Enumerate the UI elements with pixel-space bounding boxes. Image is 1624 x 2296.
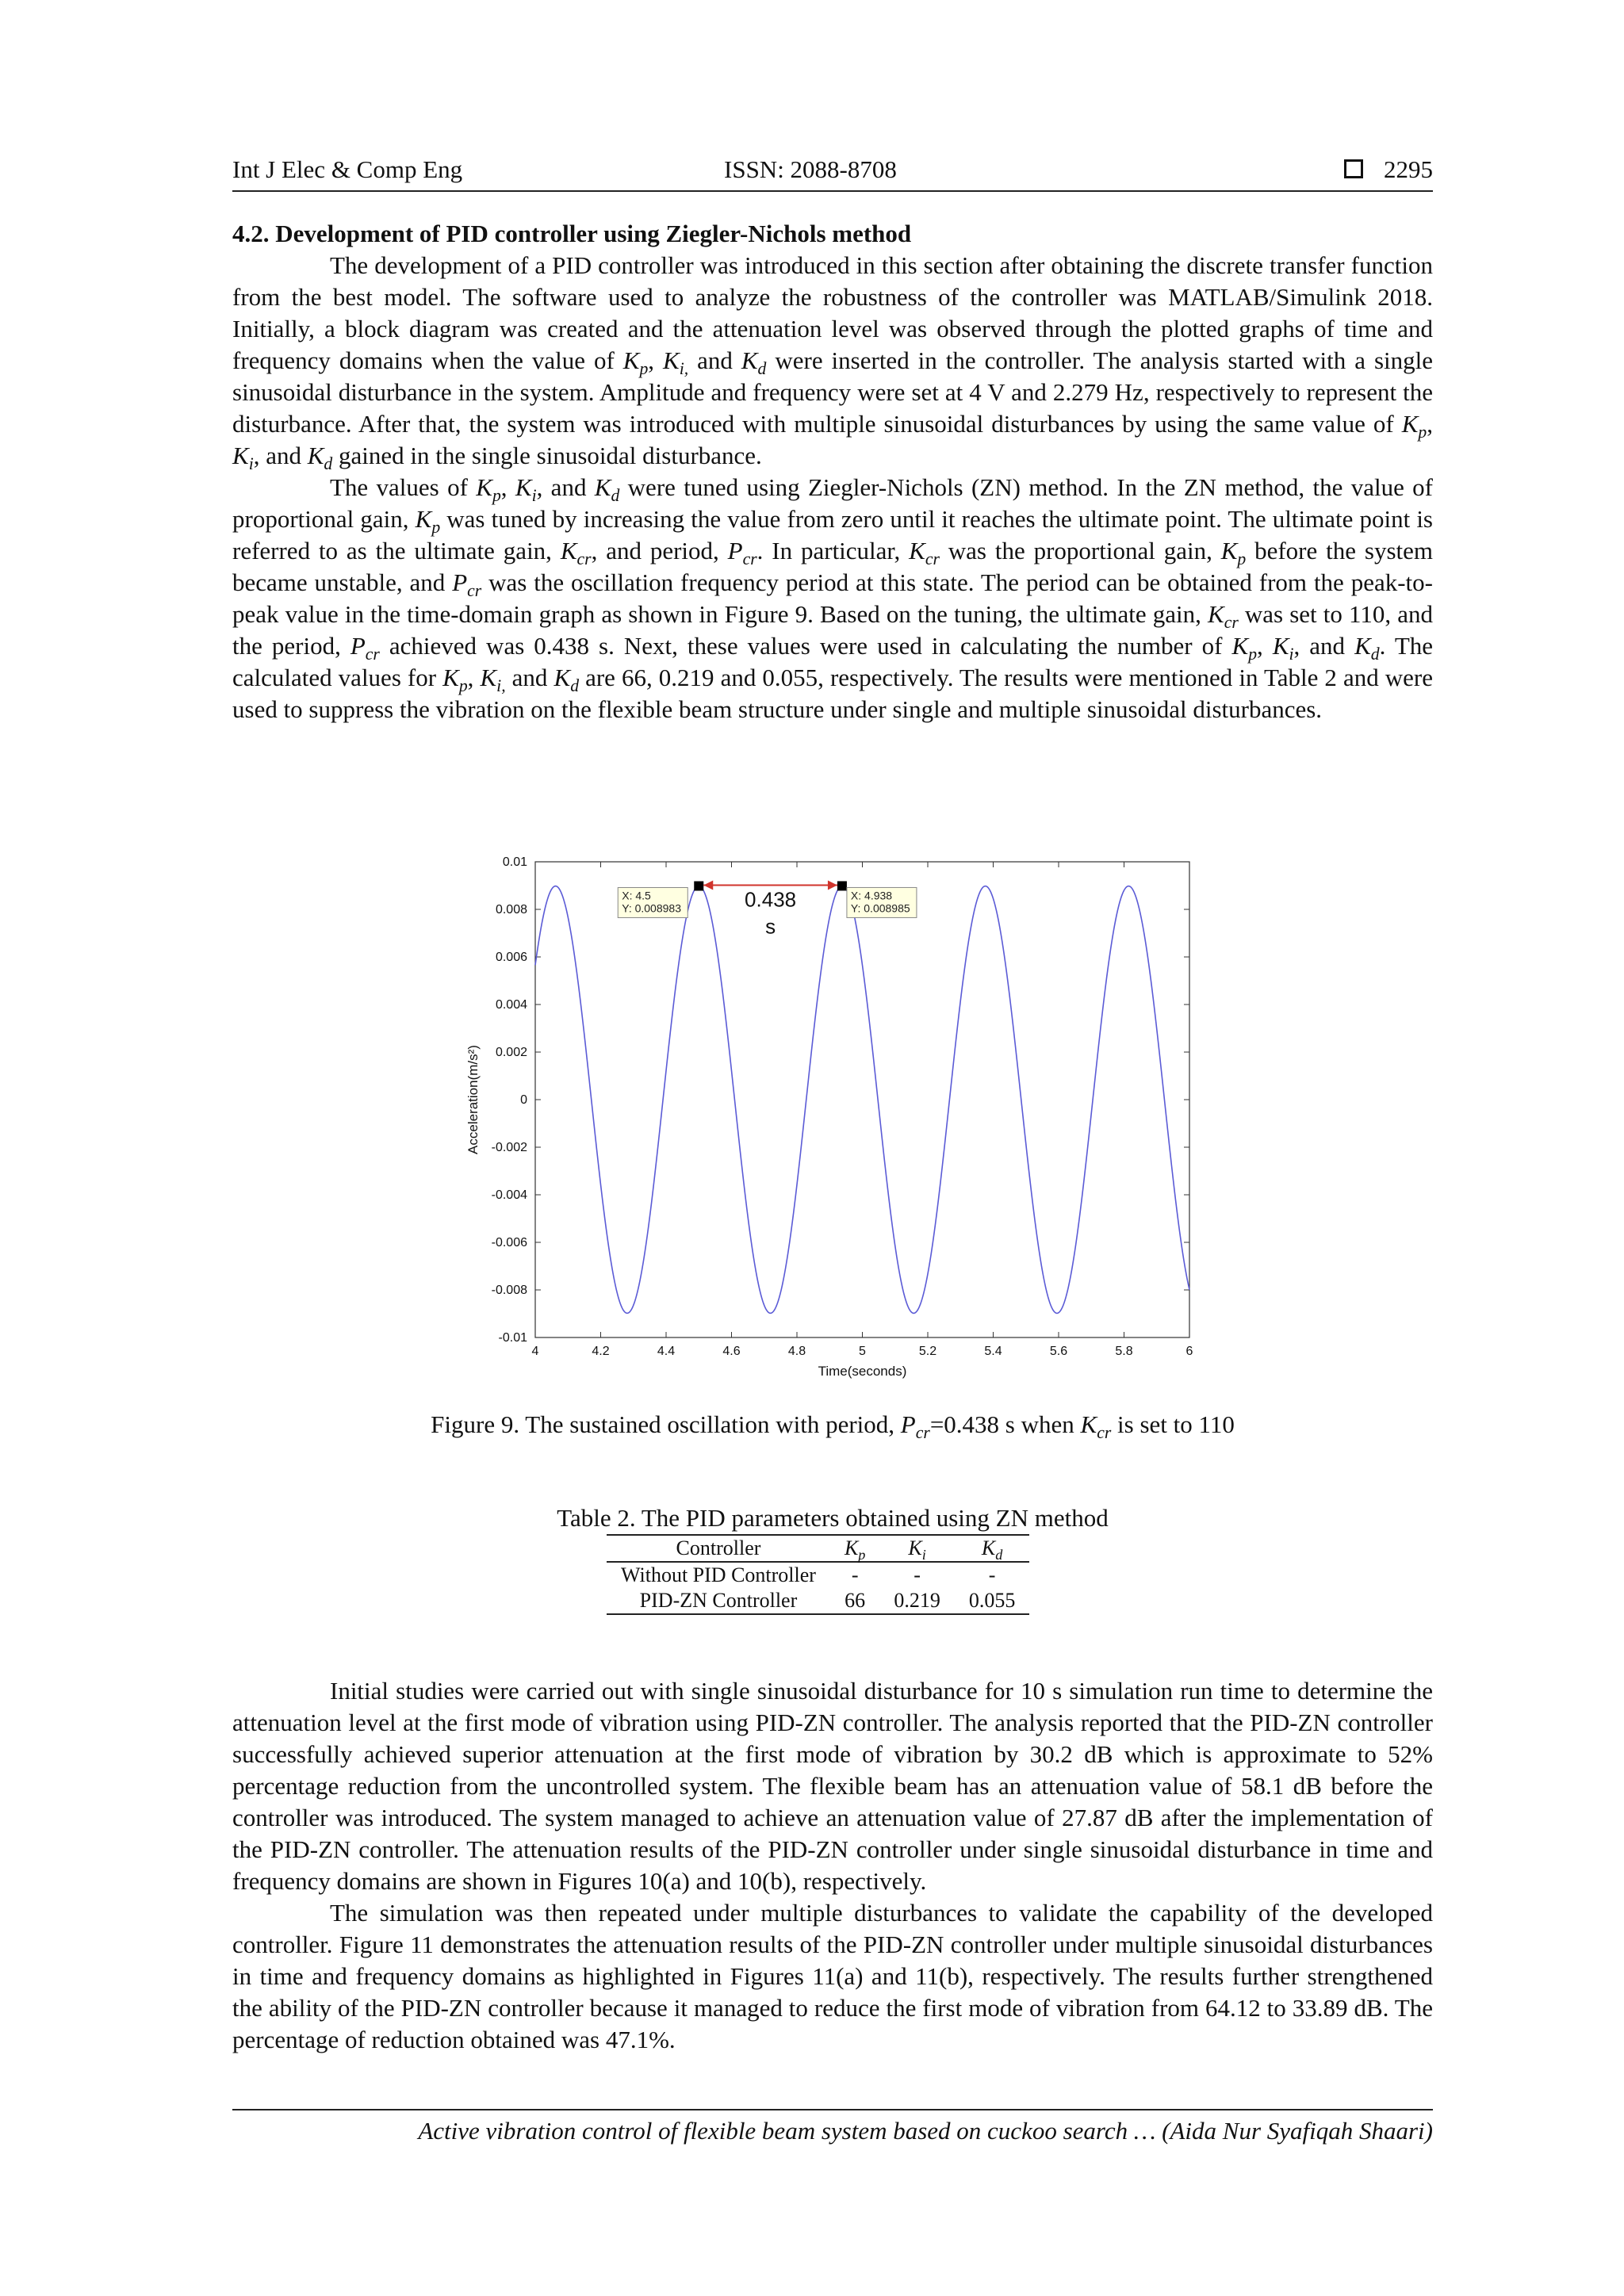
x-tick-label: 5.6	[1049, 1345, 1068, 1358]
table-cell: -	[851, 1563, 859, 1586]
table-cell: PID-ZN Controller	[639, 1589, 798, 1612]
x-tick-label: 4	[531, 1345, 539, 1358]
x-tick-label: 5.8	[1115, 1345, 1133, 1358]
paragraph-2: The values of $K_p$, $K_i$, and $K_d$ were tuned using Ziegler-Nichols (ZN) method. In the ZN method, the value of proportional gain, $K_p$ was tuned by increasing the value from zero until it reaches the ultimate point. The ultimate point is referred to as the ultimate gain, $K_{cr}$, and period, $P_{cr}$. In particular, $K_{cr}$ was the proportional gain, $K_p$ before the system became unstable, and $P_{cr}$ was the oscillation frequency period at this state. The period can be obtained from the peak-to-peak value in the time-domain graph as shown in Figure 9. Based on the tuning, the ultimate gain, $K_{cr}$ was set to 110, and the period, $P_{cr}$ achieved was 0.438 s. Next, these values were used in calculating the number of $K_p$, $K_i$, and $K_d$. The calculated values for $K_p$, $K_{i,}$ and $K_d$ are 66, 0.219 and 0.055, respectively. The results were mentioned in Table 2 and were used to suppress the vibration on the flexible beam structure under single and multiple sinusoidal disturbances.	[232, 473, 1434, 723]
table-cell: -	[988, 1563, 996, 1586]
x-axis-label: Time(seconds)	[818, 1364, 907, 1379]
y-tick-label: -0.01	[498, 1331, 527, 1345]
table-cell: Without PID Controller	[621, 1563, 816, 1586]
period-annotation: 0.438	[745, 887, 797, 912]
square-icon	[1344, 159, 1363, 178]
header-rule	[232, 190, 1433, 192]
y-tick-label: 0	[520, 1093, 527, 1107]
y-tick-label: 0.004	[495, 998, 527, 1012]
table-row	[607, 1588, 1029, 1614]
x-tick-label: 4.2	[592, 1345, 610, 1358]
x-tick-label: 4.8	[787, 1345, 806, 1358]
col-ki: $K_i$	[908, 1536, 926, 1563]
datatip-2-y: Y: 0.008985	[850, 901, 910, 915]
col-kp: $K_p$	[844, 1536, 866, 1563]
x-tick-label: 5.2	[918, 1345, 937, 1358]
period-annotation-unit: s	[765, 914, 776, 939]
peak-marker	[694, 882, 703, 891]
figure-9-caption: Figure 9. The sustained oscillation with period, $P_{cr}=0.438$ s when $K_{cr}$ is set to 110	[431, 1410, 1235, 1443]
x-tick-label: 4.4	[657, 1345, 676, 1358]
section-4-2	[232, 218, 1433, 725]
y-tick-label: 0.01	[502, 855, 527, 869]
paragraph-4: The simulation was then repeated under multiple disturbances to validate the capability of the developed controller. Figure 11 demonstrates the attenuation results of the PID-ZN controller under multiple sinusoidal disturbances in time and frequency domains as highlighted in Figures 11(a) and 11(b), respectively. The results further strengthened the ability of the PID-ZN controller because it managed to reduce the first mode of vibration from 64.12 to 33.89 dB. The percentage of reduction obtained was 47.1%.	[232, 1899, 1433, 2053]
datatip-1-y: Y: 0.008983	[622, 901, 681, 915]
table-header-row	[607, 1535, 1029, 1562]
y-tick-label: 0.008	[495, 903, 527, 916]
y-tick-label: -0.006	[491, 1236, 527, 1249]
datatip-2-x: X: 4.938	[850, 889, 893, 902]
x-tick-label: 5.4	[984, 1345, 1002, 1358]
paragraph-1: The development of a PID controller was introduced in this section after obtaining the discrete transfer function from the best model. The software used to analyze the robustness of the controller was MATLAB/Simulink 2018. Initially, a block diagram was created and the attenuation level was observed through the plotted graphs of time and frequency domains when the value of $K_p$, $K_{i,}$ and $K_d$ were inserted in the controller. The analysis started with a single sinusoidal disturbance in the system. Amplitude and frequency were set at 4 V and 2.279 Hz, respectively to represent the disturbance. After that, the system was introduced with multiple sinusoidal disturbances by using the same value of $K_p$, $K_i$, and $K_d$ gained in the single sinusoidal disturbance.	[232, 251, 1433, 474]
x-tick-label: 4.6	[722, 1345, 741, 1358]
y-tick-label: -0.008	[491, 1284, 527, 1297]
figure-9-chart	[460, 848, 1213, 1387]
table-cell: -	[914, 1563, 921, 1586]
y-tick-label: -0.004	[491, 1188, 527, 1202]
paragraph-3: Initial studies were carried out with single sinusoidal disturbance for 10 s simulation run time to determine the attenuation level at the first mode of vibration using PID-ZN controller. The analysis reported that the PID-ZN controller successfully achieved superior attenuation at the first mode of vibration by 30.2 dB which is approximate to 52% percentage reduction from the uncontrolled system. The flexible beam has an attenuation value of 58.1 dB before the controller was introduced. The system managed to achieve an attenuation value of 27.87 dB after the implementation of the PID-ZN controller. The attenuation results of the PID-ZN controller under single sinusoidal disturbance in time and frequency domains are shown in Figures 10(a) and 10(b), respectively.	[232, 1677, 1433, 1895]
y-tick-label: -0.002	[491, 1141, 527, 1154]
peak-marker	[837, 881, 847, 890]
y-axis-label: Acceleration(m/s²)	[465, 1045, 481, 1154]
table-2	[607, 1534, 1029, 1615]
y-tick-label: 0.002	[495, 1046, 527, 1059]
journal-name: Int J Elec & Comp Eng	[232, 155, 463, 183]
table-cell: 0.219	[894, 1589, 940, 1612]
section-heading: 4.2. Development of PID controller using Ziegler-Nichols method	[232, 220, 912, 247]
table-2-caption: Table 2. The PID parameters obtained using ZN method	[557, 1504, 1109, 1532]
y-tick-label: 0.006	[495, 951, 527, 964]
x-tick-label: 5	[859, 1345, 866, 1358]
table-cell: 66	[845, 1589, 866, 1612]
page-number: 2295	[1384, 155, 1433, 183]
issn: ISSN: 2088-8708	[724, 155, 897, 183]
results-text	[232, 1675, 1433, 2056]
table-row	[607, 1562, 1029, 1588]
footer-citation: Active vibration control of flexible beam system based on cuckoo search … (Aida Nur Syafiqah Shaari)	[418, 2117, 1433, 2145]
footer-rule	[232, 2109, 1433, 2110]
datatip-1-x: X: 4.5	[622, 889, 651, 902]
col-controller: Controller	[676, 1536, 761, 1559]
col-kd: $K_d$	[981, 1536, 1003, 1563]
page-number-block	[1344, 152, 1433, 187]
table-cell: 0.055	[968, 1589, 1016, 1612]
x-tick-label: 6	[1185, 1345, 1193, 1358]
plot-frame	[535, 862, 1189, 1337]
